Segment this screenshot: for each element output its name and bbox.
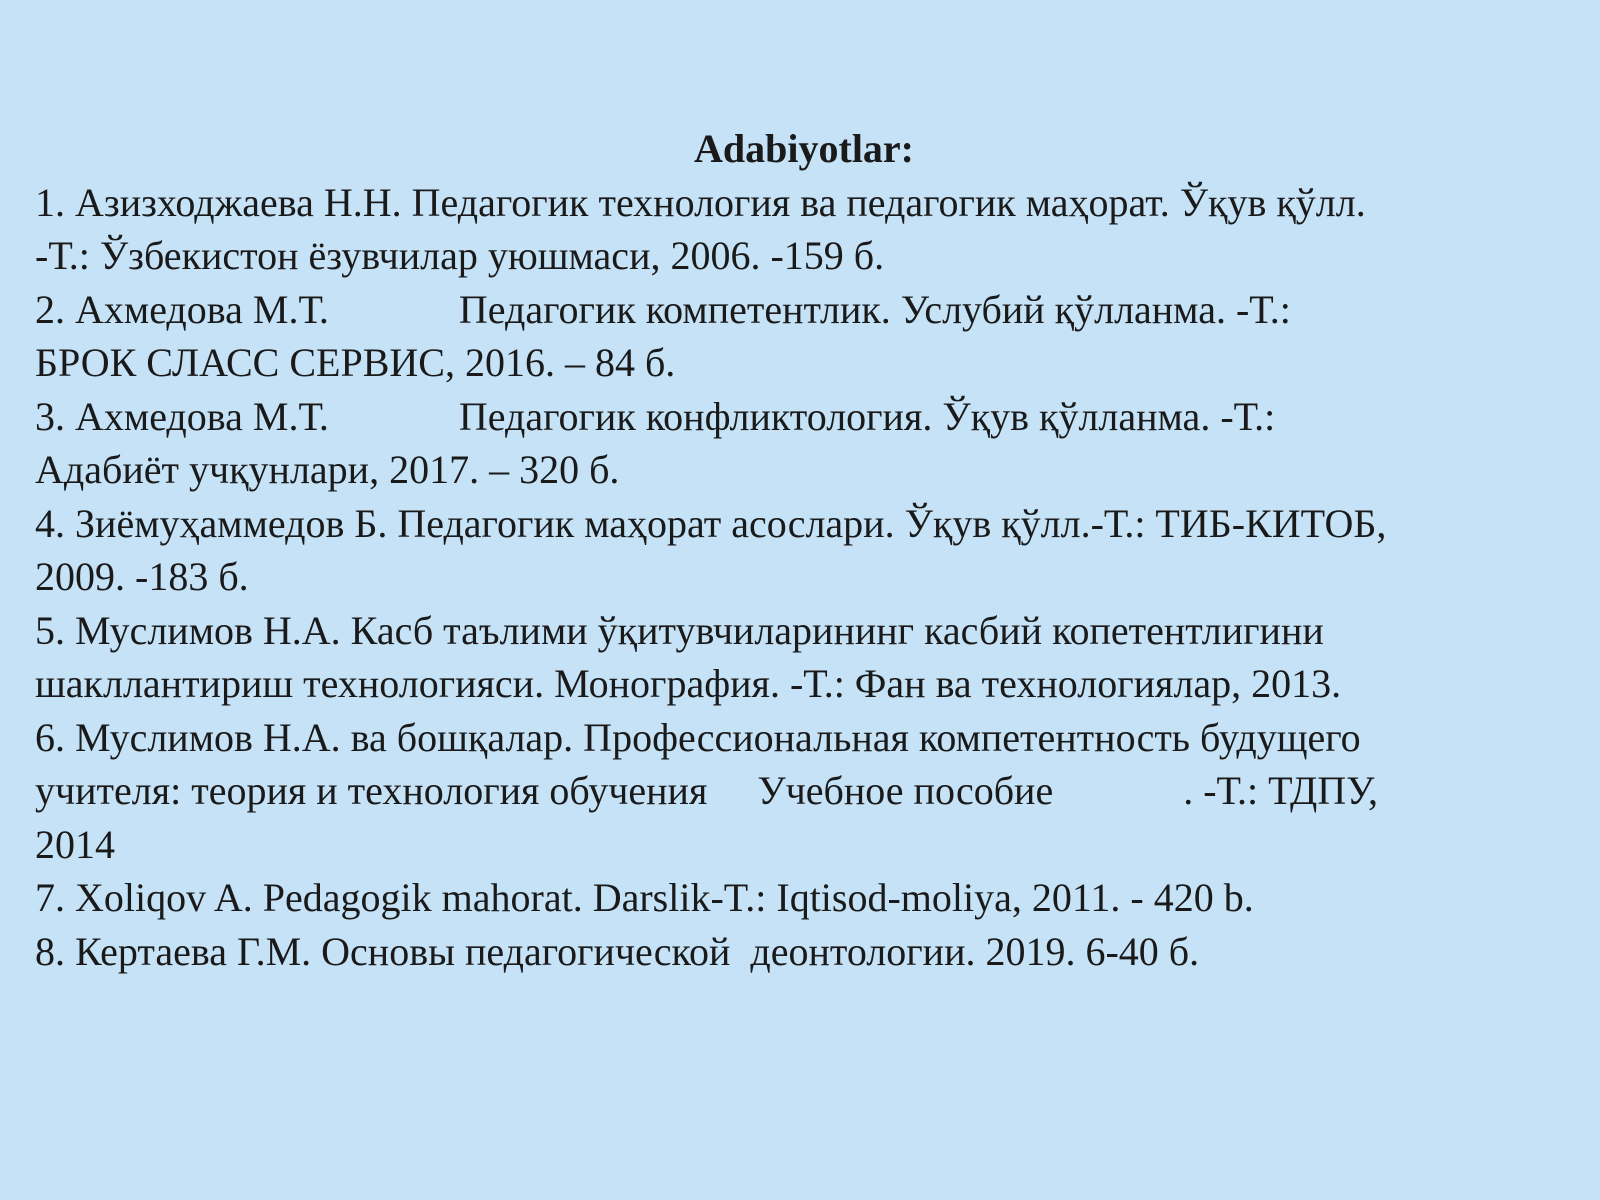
reference-item-8: 8. Кертаева Г.М. Основы педагогической деонтологии. 2019. 6-40 б. <box>35 928 1200 974</box>
reference-item-3: 3. Ахмедова М.Т. Педагогик конфликтология. Ўқув қўлланма. -Т.: Адабиёт учқунлари, 2017. – 320 б. <box>35 393 1276 492</box>
reference-item-6: 6. Муслимов Н.А. ва бошқалар. Профессиональная компетентность будущего учителя: теория и технология обучения Учебное пособие . -Т.: ТДПУ, 2014 <box>35 714 1378 867</box>
reference-item-4: 4. Зиёмуҳаммедов Б. Педагогик маҳорат асослари. Ўқув қўлл.-Т.: ТИБ-КИТОБ, 2009. -183 б. <box>35 500 1387 599</box>
slide-title: Adabiyotlar: <box>694 126 914 171</box>
references-block <box>35 122 1575 978</box>
reference-item-2: 2. Ахмедова М.Т. Педагогик компетентлик. Услубий қўлланма. -Т.: БРОК СЛАСС СЕРВИС, 2016. – 84 б. <box>35 286 1291 385</box>
reference-item-7: 7. Xoliqov A. Pedagogik mahorat. Darslik-T.: Iqtisod-moliya, 2011. - 420 b. <box>35 875 1254 920</box>
reference-item-1: 1. Азизходжаева Н.Н. Педагогик технология ва педагогик маҳорат. Ўқув қўлл. -Т.: Ўзбекистон ёзувчилар уюшмаси, 2006. -159 б. <box>35 179 1366 278</box>
reference-item-5: 5. Муслимов Н.А. Касб таълими ўқитувчиларининг касбий копетентлигини шакллантириш технологияси. Монография. -Т.: Фан ва технологиялар, 2013. <box>35 607 1342 706</box>
